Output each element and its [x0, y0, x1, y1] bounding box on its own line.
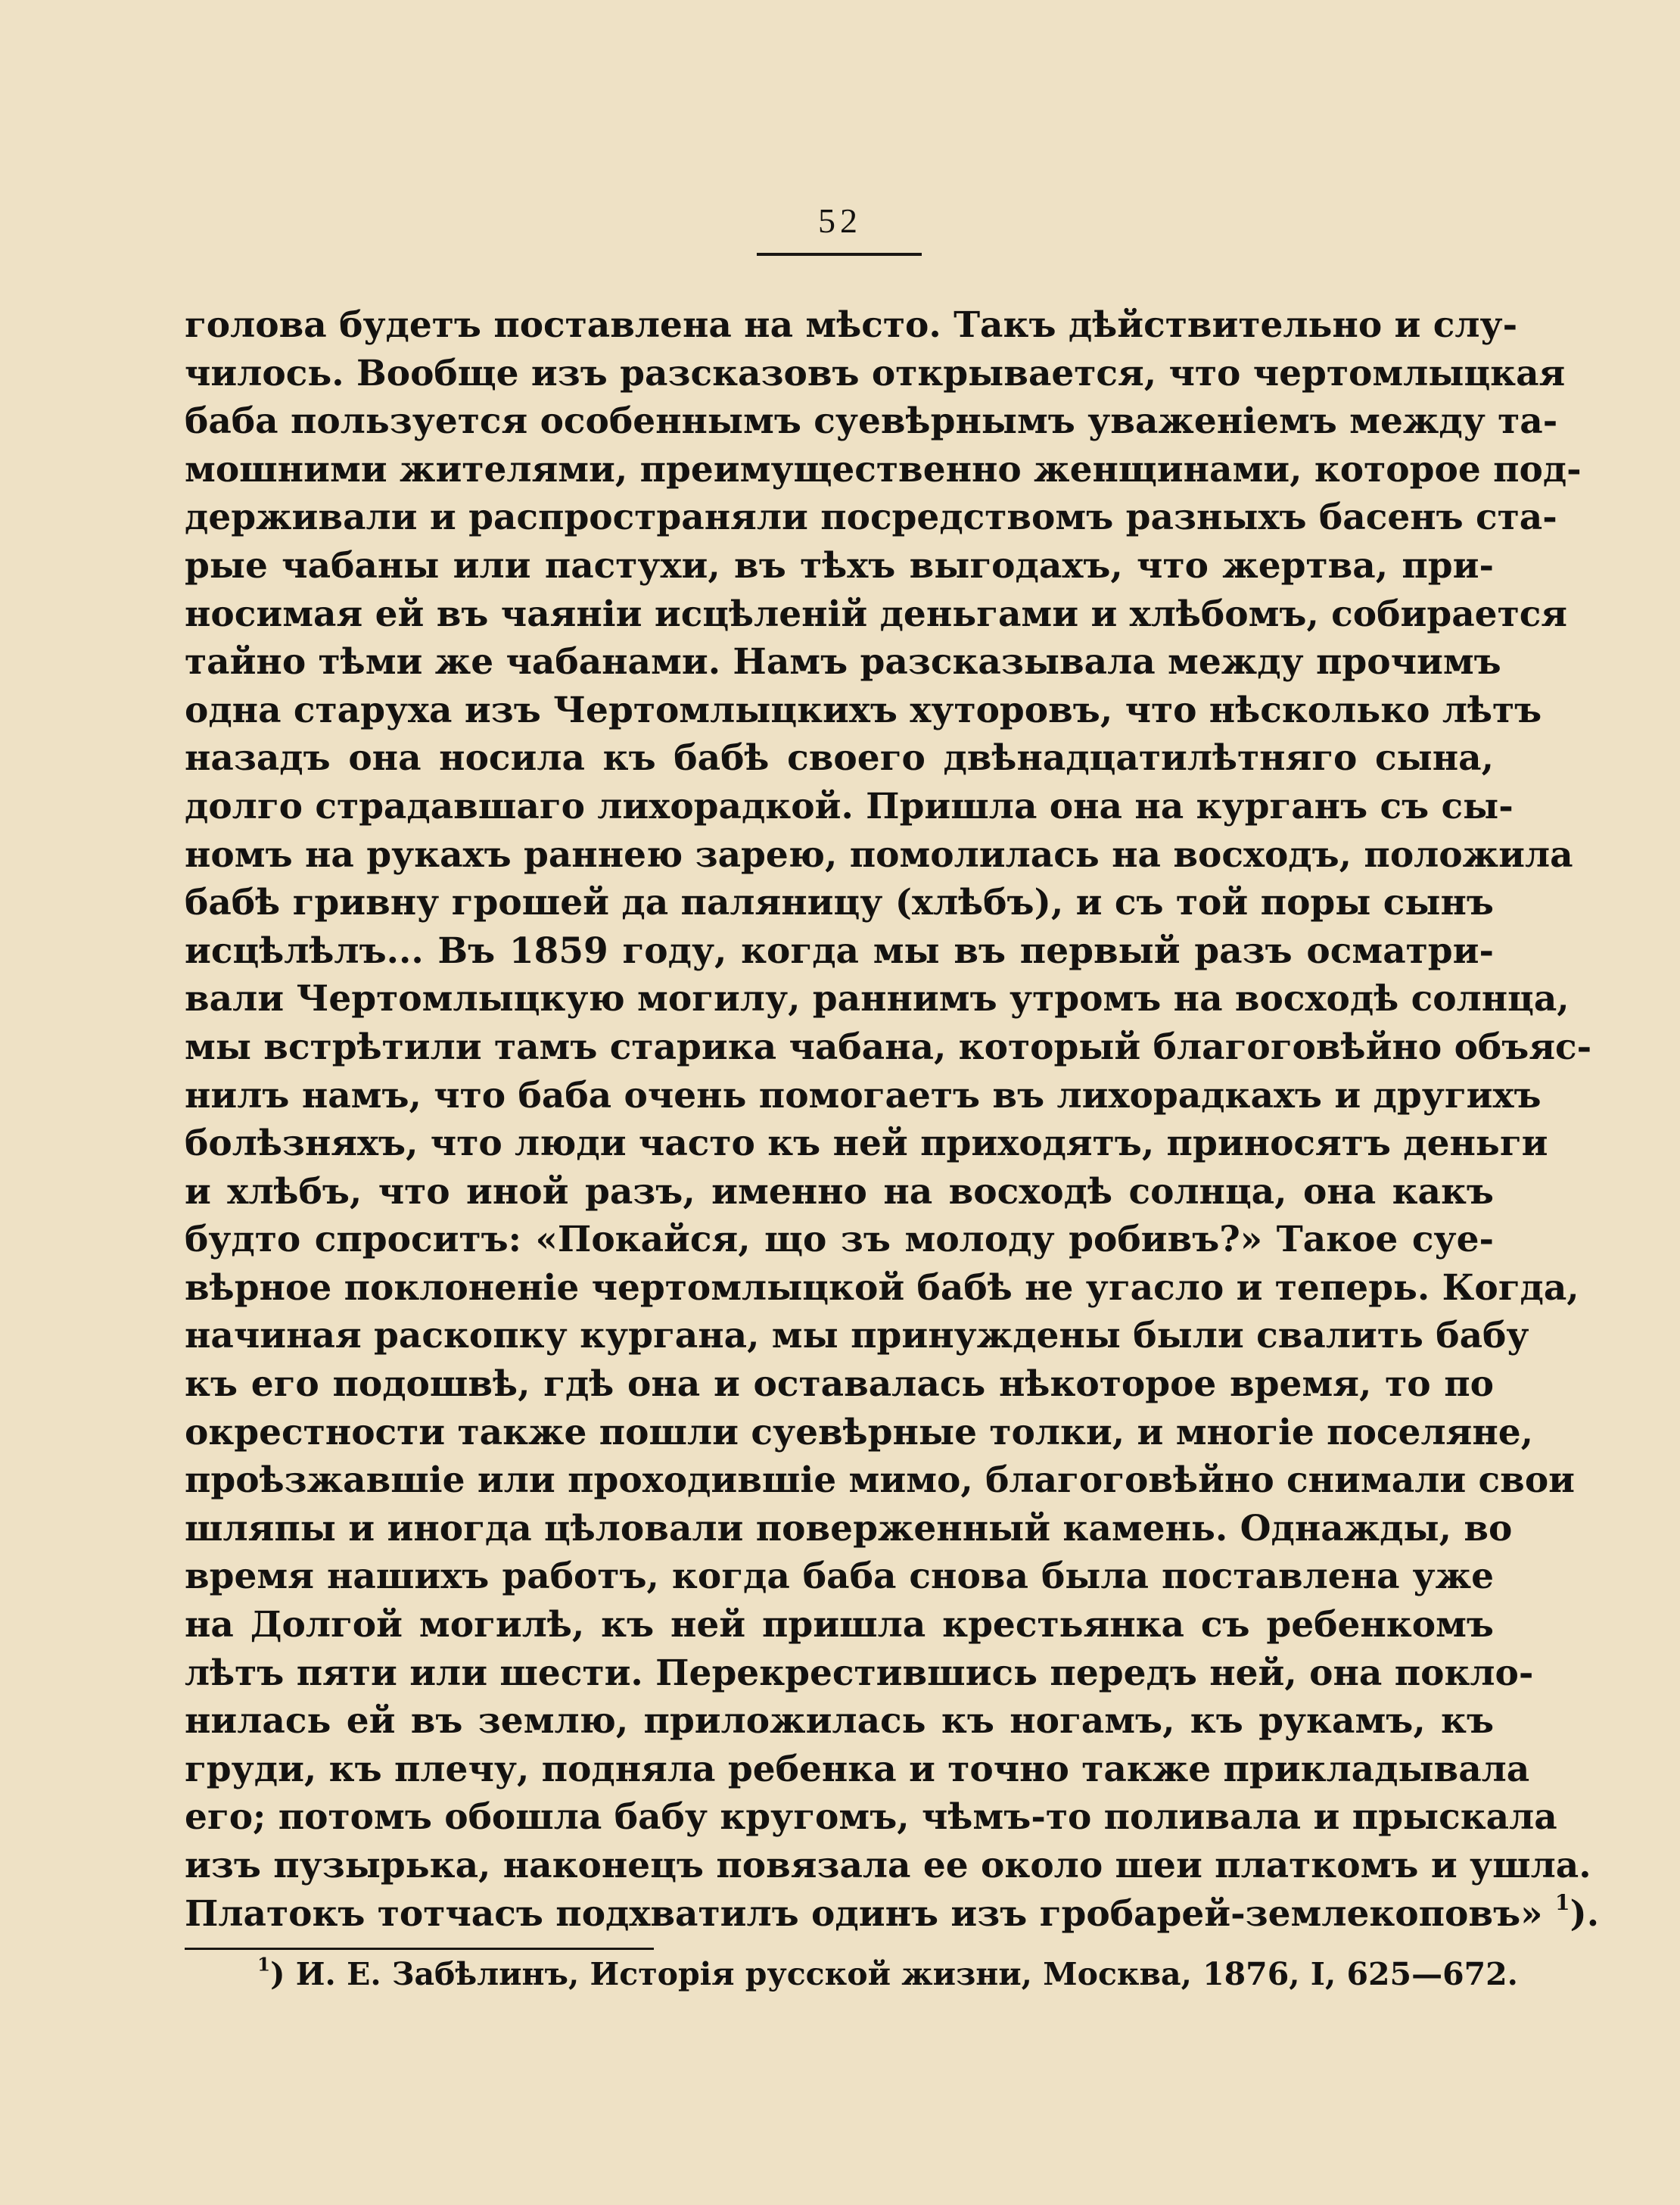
text-line: баба пользуется особеннымъ суевѣрнымъ уваженіемъ между та-: [185, 400, 1558, 443]
text-line: вали Чертомлыцкую могилу, раннимъ утромъ на восходѣ солнца,: [185, 978, 1570, 1020]
text-line: время нашихъ работъ, когда баба снова была поставлена уже: [185, 1556, 1494, 1598]
footnote: [257, 1953, 1518, 1995]
text-line: бабѣ гривну грошей да паляницу (хлѣбъ), и съ той поры сынъ: [185, 882, 1494, 924]
text-line: груди, къ плечу, подняла ребенка и точно также прикладывала: [185, 1748, 1530, 1790]
text-line: проѣзжавшіе или проходившіе мимо, благоговѣйно снимали свои: [185, 1459, 1576, 1502]
text-line-last: [185, 1889, 1600, 1939]
page-number-rule: [757, 253, 922, 256]
text-line: держивали и распространяли посредствомъ разныхъ басенъ ста-: [185, 497, 1557, 539]
text-line: нилась ей въ землю, приложилась къ ногамъ, къ рукамъ, къ: [185, 1700, 1494, 1743]
footnote-reference: 1: [1554, 1889, 1570, 1915]
text-line: шляпы и иногда цѣловали поверженный камень. Однажды, во: [185, 1507, 1513, 1549]
text-line: изъ пузырька, наконецъ повязала ее около шеи платкомъ и ушла.: [185, 1845, 1591, 1886]
last-line-text: Платокъ тотчасъ подхватилъ одинъ изъ гробарей-землекоповъ»: [185, 1892, 1543, 1935]
text-line: вѣрное поклоненіе чертомлыцкой бабѣ не угасло и теперь. Когда,: [185, 1266, 1579, 1309]
text-line: мошними жителями, преимущественно женщинами, которое под-: [185, 448, 1582, 491]
footnote-marker: 1: [257, 1953, 271, 1976]
text-line: назадъ она носила къ бабѣ своего двѣнадцатилѣтняго сына,: [185, 737, 1494, 780]
text-line: чилось. Вообще изъ разсказовъ открывается, что чертомлыцкая: [185, 352, 1566, 394]
text-line: одна старуха изъ Чертомлыцкихъ хуторовъ, что нѣсколько лѣтъ: [185, 689, 1542, 731]
text-line: будто спроситъ: «Покайся, що зъ молоду робивъ?» Такое суе-: [185, 1219, 1494, 1261]
text-line: и хлѣбъ, что иной разъ, именно на восходѣ солнца, она какъ: [185, 1170, 1494, 1213]
footnote-text: И. Е. Забѣлинъ, Исторія русской жизни, Москва, 1876, I, 625—672.: [285, 1956, 1518, 1992]
text-line: лѣтъ пяти или шести. Перекрестившись передъ ней, она покло-: [185, 1652, 1534, 1694]
text-line: къ его подошвѣ, гдѣ она и оставалась нѣкоторое время, то по: [185, 1363, 1494, 1406]
page-number: 52: [818, 201, 862, 240]
text-line: номъ на рукахъ раннею зарею, помолилась на восходъ, положила: [185, 833, 1573, 876]
text-line: долго страдавшаго лихорадкой. Пришла она на курганъ съ сы-: [185, 785, 1514, 827]
last-line-end: ).: [1570, 1892, 1600, 1935]
text-line: голова будетъ поставлена на мѣсто. Такъ дѣйствительно и слу-: [185, 304, 1518, 346]
body-text: [185, 301, 1600, 1938]
text-line: носимая ей въ чаяніи исцѣленій деньгами и хлѣбомъ, собирается: [185, 593, 1568, 635]
footnote-marker-suffix: ): [270, 1956, 285, 1992]
text-line: болѣзняхъ, что люди часто къ ней приходятъ, приносятъ деньги: [185, 1123, 1548, 1165]
text-line: его; потомъ обошла бабу кругомъ, чѣмъ-то поливала и прыскала: [185, 1796, 1557, 1839]
text-line: на Долгой могилѣ, къ ней пришла крестьянка съ ребенкомъ: [185, 1604, 1494, 1646]
text-line: окрестности также пошли суевѣрные толки, и многіе поселяне,: [185, 1411, 1533, 1453]
text-line: тайно тѣми же чабанами. Намъ разсказывала между прочимъ: [185, 641, 1501, 684]
footnote-rule: [185, 1948, 654, 1950]
text-line: рые чабаны или пастухи, въ тѣхъ выгодахъ, что жертва, при-: [185, 544, 1494, 587]
text-line: нилъ намъ, что баба очень помогаетъ въ лихорадкахъ и другихъ: [185, 1074, 1542, 1117]
text-line: мы встрѣтили тамъ старика чабана, который благоговѣйно объяс-: [185, 1026, 1592, 1068]
text-line: начиная раскопку кургана, мы принуждены были свалить бабу: [185, 1315, 1529, 1357]
text-line: исцѣлѣлъ... Въ 1859 году, когда мы въ первый разъ осматри-: [185, 930, 1494, 972]
